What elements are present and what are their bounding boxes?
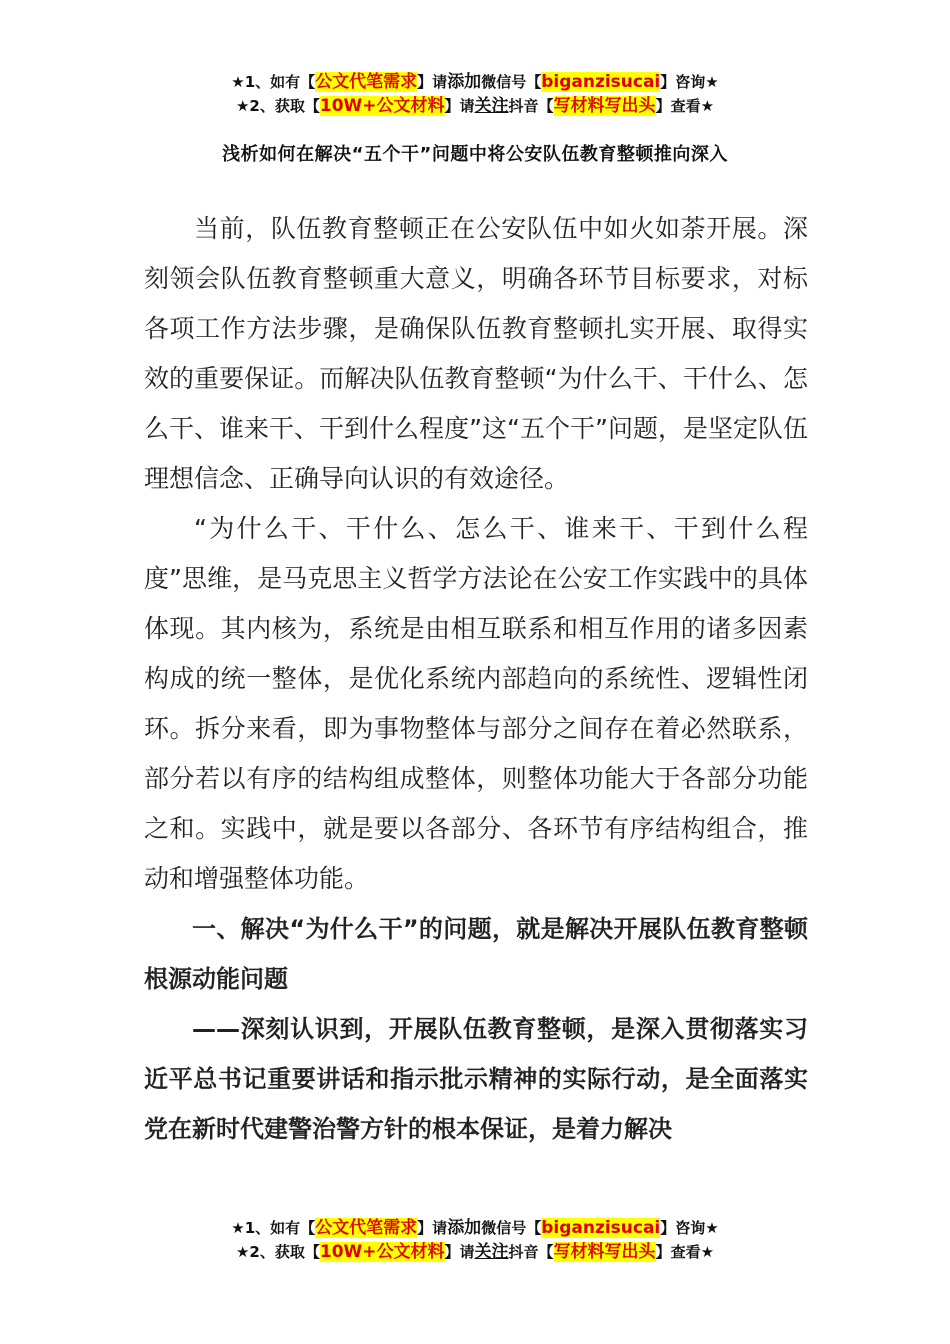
banner-text: ★1、如有【 — [231, 73, 316, 91]
banner-text: ★2、获取【 — [235, 97, 320, 115]
banner-text: 抖音【 — [508, 1243, 554, 1261]
banner-text: 抖音【 — [508, 97, 554, 115]
banner-text: 】查看★ — [655, 97, 715, 115]
highlight-service: 公文代笔需求 — [315, 72, 418, 92]
banner-text: 】请 — [417, 1219, 448, 1237]
banner-line-2 — [0, 1240, 950, 1264]
document-body — [144, 204, 808, 1154]
banner-emphasis: 关注 — [474, 96, 509, 116]
banner-text: 】请 — [444, 97, 475, 115]
paragraph-bold: ——深刻认识到，开展队伍教育整顿，是深入贯彻落实习近平总书记重要讲话和指示批示精神的实际行动，是全面落实党在新时代建警治警方针的根本保证，是着力解决 — [144, 1015, 808, 1143]
highlight-douyin: 写材料写出头 — [553, 96, 656, 116]
banner-emphasis: 关注 — [474, 1242, 509, 1262]
highlight-wechat-id: biganzisucai — [541, 72, 661, 92]
highlight-service: 公文代笔需求 — [315, 1218, 418, 1238]
header-banner — [0, 70, 950, 118]
banner-text: 】请 — [417, 73, 448, 91]
banner-emphasis: 添加 — [447, 1218, 482, 1238]
highlight-douyin: 写材料写出头 — [553, 1242, 656, 1262]
banner-text: 微信号【 — [481, 1219, 542, 1237]
banner-line-2 — [0, 94, 950, 118]
highlight-materials: 10W+公文材料 — [319, 1242, 445, 1262]
banner-text: 】咨询★ — [660, 73, 719, 91]
document-title: 浅析如何在解决“五个干”问题中将公安队伍教育整顿推向深入 — [222, 144, 728, 165]
banner-text: 】查看★ — [655, 1243, 715, 1261]
highlight-wechat-id: biganzisucai — [541, 1218, 661, 1238]
banner-text: ★1、如有【 — [231, 1219, 316, 1237]
banner-emphasis: 添加 — [447, 72, 482, 92]
banner-text: 微信号【 — [481, 73, 542, 91]
paragraph: 当前，队伍教育整顿正在公安队伍中如火如荼开展。深刻领会队伍教育整顿重大意义，明确各环节目标要求，对标各项工作方法步骤，是确保队伍教育整顿扎实开展、取得实效的重要保证。而解决队伍教育整顿“为什么干、干什么、怎么干、谁来干、干到什么程度”这“五个干”问题，是坚定队伍理想信念、正确导向认识的有效途径。 — [144, 214, 808, 493]
banner-text: 】咨询★ — [660, 1219, 719, 1237]
highlight-materials: 10W+公文材料 — [319, 96, 445, 116]
banner-line-1 — [0, 1216, 950, 1240]
banner-text: ★2、获取【 — [235, 1243, 320, 1261]
banner-text: 】请 — [444, 1243, 475, 1261]
banner-line-1 — [0, 70, 950, 94]
section-heading: 一、解决“为什么干”的问题，就是解决开展队伍教育整顿根源动能问题 — [144, 915, 808, 993]
paragraph: “为什么干、干什么、怎么干、谁来干、干到什么程度”思维，是马克思主义哲学方法论在公安工作实践中的具体体现。其内核为，系统是由相互联系和相互作用的诸多因素构成的统一整体，是优化系统内部趋向的系统性、逻辑性闭环。拆分来看，即为事物整体与部分之间存在着必然联系，部分若以有序的结构组成整体，则整体功能大于各部分功能之和。实践中，就是要以各部分、各环节有序结构组合，推动和增强整体功能。 — [144, 514, 808, 893]
footer-banner — [0, 1216, 950, 1264]
